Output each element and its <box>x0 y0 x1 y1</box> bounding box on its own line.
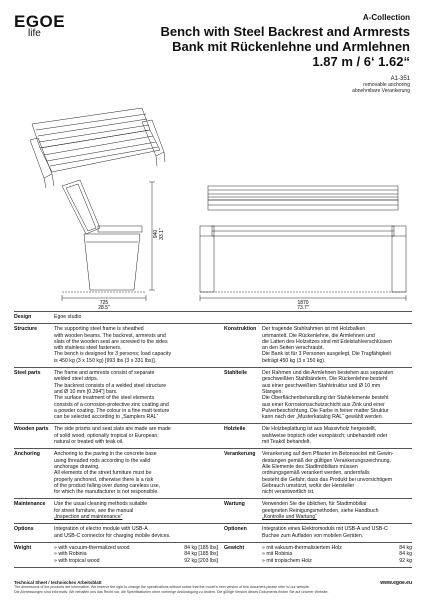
brand-sub: life <box>28 28 41 39</box>
spec-line-en: consists of a corrosion-protective zinc coating and <box>54 401 169 408</box>
spec-line-en[interactable]: „Inspection and maintenance“ <box>54 514 123 521</box>
spec-line-en: Anchoring to the paving in the concrete base <box>54 451 157 458</box>
weight-value-de: 84 kg <box>399 551 412 558</box>
spec-line-en: for which the manufacturer is not responsible. <box>54 489 159 496</box>
bench-side-drawing <box>62 180 155 301</box>
spec-label-de: Holzteile <box>224 426 246 433</box>
footer-text-en: The dimensions of the products are informative. We reserve the right to change the specifications without notice that the model's next version of this document please refer to our website. <box>14 585 310 590</box>
spec-line-en: The bench is designed for 3 persons; load capacity <box>54 351 172 358</box>
spec-line-en: properly anchored, otherwise there is a risk <box>54 476 154 483</box>
spec-text-en <box>54 370 224 420</box>
spec-line-de: geschweißten Stahlbändern. Die Rückenlehne besteht <box>262 376 388 383</box>
spec-label: Wooden parts <box>14 426 49 433</box>
collection-name: A-Collection <box>362 13 410 22</box>
spec-line-de: Der Rahmen und die Armlehnen bestehen aus separaten <box>262 370 394 377</box>
weight-item-en <box>54 558 218 564</box>
spec-line-de: Die Oberflächenbehandlung der Stahlelemente besteht <box>262 395 389 402</box>
bench-front-drawing <box>200 186 406 301</box>
spec-line-en: welded steel strips. <box>54 376 99 383</box>
spec-text-en <box>54 426 224 445</box>
spec-line-de: Die Holzbeplattung ist aus Massivholz hergestellt, <box>262 426 377 433</box>
spec-line-en: Egoe studio <box>54 314 82 320</box>
spec-line-de: die Latten des Holzsitzes sind mit Edelstahlverschlüssen <box>262 338 393 345</box>
spec-label-de: Verankerung <box>224 451 256 458</box>
spec-text-de <box>262 314 412 320</box>
spec-text-en <box>54 526 224 539</box>
spec-label-de: Optionen <box>224 526 247 533</box>
spec-line-en: anchorage drawing. <box>54 463 100 470</box>
sheet-header <box>90 13 410 94</box>
height-mm-label: 940 <box>153 229 159 239</box>
weight-row <box>14 542 412 568</box>
spec-row <box>14 367 412 423</box>
spec-text-en <box>54 451 224 495</box>
weight-material-en: » with vacuum-thermalized wood <box>54 544 130 551</box>
spec-line-en: All elements of the street furniture must be <box>54 470 152 477</box>
spec-table <box>14 311 412 568</box>
title-de: Bank mit Rückenlehne und Armlehnen <box>172 39 410 54</box>
spec-row <box>14 448 412 498</box>
spec-text-en <box>54 501 224 520</box>
spec-line-en: with stainless steel fasteners. <box>54 345 122 352</box>
website-link[interactable]: www.egoe.eu <box>380 579 412 586</box>
spec-label-de: Konstruktion <box>224 326 257 333</box>
product-code: A1-351 <box>390 76 410 82</box>
weight-label: Weight <box>14 544 32 551</box>
weight-material-en: » with tropical wood <box>54 557 100 564</box>
sheet-footer <box>14 581 412 594</box>
spec-text-en <box>54 326 224 364</box>
spec-line-en: The frame and armrests consist of separate <box>54 370 155 377</box>
spec-line-de: wahlweise tropisch oder europäisch; unbehandelt oder <box>262 432 388 439</box>
spec-row <box>14 423 412 448</box>
title-en: Bench with Steel Backrest and Armrests <box>160 24 410 39</box>
spec-line-de: mit Teaköl behandelt. <box>262 439 311 446</box>
spec-line-en: using threaded rods according to the valid <box>54 457 151 464</box>
spec-line-en: Integration of electro module with USB-A <box>54 526 148 533</box>
product-dimensions: 1.87 m / 6‘ 1.62“ <box>312 54 410 69</box>
width-mm-label: 1870 <box>297 300 309 306</box>
note-en: removable anchoring <box>363 82 410 88</box>
spec-line-de[interactable]: „Kontrolle und Wartung“ <box>262 514 317 521</box>
spec-text-de <box>262 426 412 445</box>
spec-line-de: Der tragende Stahlrahmen ist mit Holzbalken <box>262 326 366 333</box>
spec-text-de <box>262 370 412 420</box>
spec-line-en: a powder coating. The colour in a fine matt texture <box>54 407 170 414</box>
depth-in-label: 28.5" <box>98 305 110 310</box>
spec-line-en: slats of the wooden seat are screwed to the sides <box>54 338 168 345</box>
spec-line-de: Die Bank ist für 3 Personen ausgelegt, Die Tragfähigkeit <box>262 351 391 358</box>
weight-material-de: » mit tropischem Holz <box>262 557 312 564</box>
spec-label: Structure <box>14 326 38 333</box>
spec-line-en: The supporting steel frame is sheathed <box>54 326 144 333</box>
spec-line-de: aus einer Korrosionsschutzschicht aus Zink und einer <box>262 401 385 408</box>
spec-row <box>14 311 412 323</box>
footer-heading: Technical Sheet / technisches Arbeitsblatt <box>14 579 102 585</box>
spec-text-de <box>262 326 412 364</box>
weight-item-de <box>262 558 412 564</box>
spec-line-en: for street furniture, see the manual <box>54 507 134 514</box>
spec-label: Steel parts <box>14 370 41 377</box>
spec-line-de: Gebrauch umstürzt, wofür der Hersteller <box>262 482 355 489</box>
weight-value-de: 84 kg <box>399 544 412 551</box>
weight-value-de: 92 kg <box>399 557 412 564</box>
spec-text-de <box>262 501 412 520</box>
spec-line-en: of the product falling over during careless use, <box>54 482 161 489</box>
bench-perspective-drawing <box>30 108 165 188</box>
spec-text-de <box>262 526 412 539</box>
weight-material-de: » mit vakuum-thermalisiertem Holz <box>262 544 342 551</box>
depth-mm-label: 725 <box>99 300 109 306</box>
spec-line-en: and Ø 10 mm [0.394"] bars. <box>54 388 118 395</box>
width-in-label: 73.7" <box>297 305 309 310</box>
spec-line-de: destangen gemäß der gültigen Verankerungszeichnung. <box>262 457 391 464</box>
spec-line-en: The side prisms and seat slats are made are made <box>54 426 171 433</box>
spec-line-en: natural or treated with teak oil. <box>54 439 124 446</box>
height-in-label: 33.1" <box>159 228 165 240</box>
spec-row <box>14 323 412 367</box>
spec-text-en <box>54 314 224 320</box>
spec-line-en: and USB-C connector for charging mobile devices. <box>54 532 171 539</box>
spec-line-de: Verankerung auf dem Pflaster im Betonsockel mit Gewin- <box>262 451 394 458</box>
spec-line-de: Stangen. <box>262 388 283 395</box>
weight-value-en: 92 kg [203 lbs] <box>184 557 218 564</box>
drawings-svg <box>0 100 424 310</box>
spec-line-de: geeigneten Reinigungsmethoden, siehe Handbuch <box>262 507 379 514</box>
spec-line-de: Buchse zum Aufladen von mobilen Geräten. <box>262 532 364 539</box>
spec-label: Design <box>14 314 32 320</box>
spec-line-en: Use the usual cleaning methods suitable <box>54 501 148 508</box>
spec-line-de: Alle Elemente des Stadtmöbiliars müssen <box>262 463 358 470</box>
spec-line-de: ummantelt. Die Rückenlehne, die Armlehnen und <box>262 332 375 339</box>
spec-line-en: The surface treatment of the steel elements <box>54 395 155 402</box>
spec-label-de: Stahlteile <box>224 370 248 377</box>
spec-label: Anchoring <box>14 451 40 458</box>
brand-logo <box>14 13 65 39</box>
spec-line-en: of solid wood, optionally tropical or European; <box>54 432 159 439</box>
spec-line-en: is 450 kg (3 x 150 kg) [993 lbs (3 x 331 lbs)]. <box>54 357 157 364</box>
weight-list-en <box>54 545 224 564</box>
spec-line-de: Verwenden Sie die üblichen, für Stadtmöbiliar <box>262 501 367 508</box>
spec-line-de: aus einer geschweißten Stahlstruktur und Ø 10 mm <box>262 382 381 389</box>
spec-line-de: Integration eines Elektromoduls mit USB-A und USB-C <box>262 526 388 533</box>
note-de: abnehmbare Verankerung <box>352 88 410 94</box>
spec-label-de: Wartung <box>224 501 245 508</box>
spec-label: Maintenance <box>14 501 46 508</box>
weight-material-en: » with Robinia <box>54 551 87 558</box>
technical-drawings <box>0 100 424 310</box>
spec-line-de: ordnungsgemäß verankert werden, andernfalls <box>262 470 370 477</box>
spec-row <box>14 498 412 523</box>
weight-label-de: Gewicht <box>224 544 245 551</box>
weight-value-en: 84 kg [185 lbs] <box>184 551 218 558</box>
spec-label: Options <box>14 526 34 533</box>
spec-line-de: Pulverbeschichtung. Die Farbe in feiner matter Struktur <box>262 407 389 414</box>
spec-line-de: kann nach der „Musterkatalog RAL“ gewählt werden. <box>262 414 384 421</box>
footer-text-de: Die Abmessungen sind informativ. Wir behalten uns das Recht vor, die Spezifikationen ohne vorherige Ankündigung zu ändern. Die gültige Version dieses Dokuments finden Sie auf unserer Website. <box>14 589 329 594</box>
spec-line-en: can be selected according to „Samplers RAL“ <box>54 414 159 421</box>
spec-label-de <box>224 314 262 320</box>
spec-line-de: beträgt 450 kg (3 x 150 kg). <box>262 357 326 364</box>
spec-line-en: The backrest consists of a welded steel structure <box>54 382 167 389</box>
weight-list-de <box>262 545 412 564</box>
spec-row <box>14 523 412 542</box>
spec-line-de: nicht verantwortlich ist. <box>262 489 315 496</box>
weight-material-de: » mit Robinia <box>262 551 293 558</box>
weight-value-en: 84 kg [185 lbs] <box>184 544 218 551</box>
spec-line-de: besteht die Gefahr, dass das Produkt bei unvorsichtigem <box>262 476 393 483</box>
spec-line-de: an den Seiten verschraubt. <box>262 345 325 352</box>
spec-line-en: with wooden beams. The backrest, armrests and <box>54 332 166 339</box>
spec-text-de <box>262 451 412 495</box>
brand-name: EGOE <box>14 12 66 31</box>
